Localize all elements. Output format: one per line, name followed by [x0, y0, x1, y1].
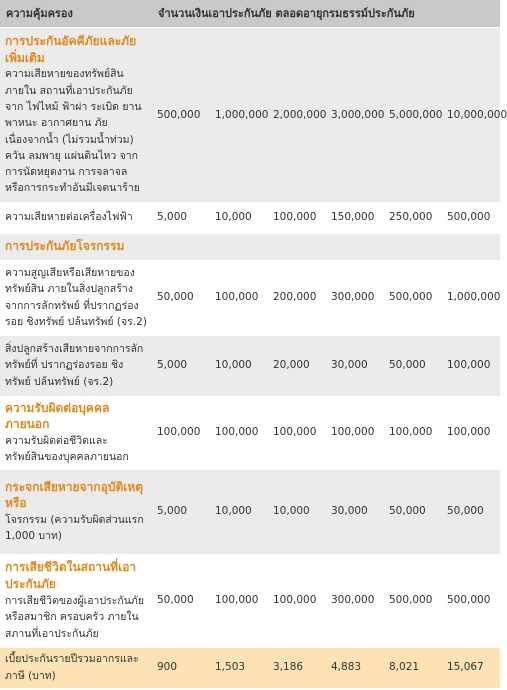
amount-cell: 100,000 — [384, 397, 442, 469]
premium-row — [0, 647, 500, 689]
coverage-description: ความเสียหายของทรัพย์สินภายใน สถานที่เอาประกันภัยจาก ไฟไหม้ ฟ้าผ่า ระเบิด ยานพาหนะ อากาศยาน ภัยเนื่องจากน้ำ (ไม่รวมน้ำท่วม) ควัน ลมพายุ แผ่นดินไหว จากการนัดหยุดงาน การจลาจล หรือการกระทำอันมีเจตนาร้าย — [5, 68, 142, 195]
coverage-description: สิ่งปลูกสร้างเสียหายจากการลักทรัพย์ที่ ปรากฏร่องรอย ชิงทรัพย์ ปล้นทรัพย์ (จร.2) — [5, 343, 144, 388]
header-amount: จำนวนเงินเอาประกันภัย ตลอดอายุกรมธรรม์ประกันภัย — [152, 0, 500, 28]
amount-cell: 1,000,000 — [442, 261, 500, 335]
amount-cell: 500,000 — [384, 261, 442, 335]
amount-cell: 100,000 — [210, 261, 268, 335]
table-row — [0, 555, 500, 647]
amount-cell: 100,000 — [152, 397, 210, 469]
amount-cell: 5,000 — [152, 335, 210, 397]
coverage-cell — [0, 335, 152, 397]
amount-cell: 100,000 — [210, 397, 268, 469]
amount-cell: 250,000 — [384, 203, 442, 233]
amount-cell: 100,000 — [268, 555, 326, 647]
table-header — [0, 0, 500, 28]
amount-cell: 300,000 — [326, 555, 384, 647]
table-row — [0, 335, 500, 397]
premium-cell: 8,021 — [384, 647, 442, 689]
amount-cell: 100,000 — [442, 335, 500, 397]
amount-cell: 50,000 — [152, 555, 210, 647]
amount-cell: 500,000 — [442, 203, 500, 233]
amount-cell: 20,000 — [268, 335, 326, 397]
premium-cell: 1,503 — [210, 647, 268, 689]
amount-cell: 30,000 — [326, 335, 384, 397]
coverage-cell — [0, 28, 152, 203]
amount-cell: 50,000 — [384, 335, 442, 397]
section-title: ความรับผิดต่อบุคคลภายนอก — [5, 400, 110, 432]
amount-cell: 50,000 — [152, 261, 210, 335]
coverage-description: ความเสียหายต่อเครื่องไฟฟ้า — [5, 211, 133, 224]
amount-cell: 100,000 — [442, 397, 500, 469]
amount-cell: 150,000 — [326, 203, 384, 233]
coverage-description: ความรับผิดต่อชีวิตและทรัพย์สินของบุคคลภายนอก — [5, 435, 129, 464]
amount-cell: 2,000,000 — [268, 28, 326, 203]
section-title: การเสียชีวิตในสถานที่เอาประกันภัย — [5, 560, 137, 592]
amount-cell: 500,000 — [384, 555, 442, 647]
coverage-cell — [0, 469, 152, 555]
amount-cell: 100,000 — [268, 203, 326, 233]
header-coverage: ความคุ้มครอง — [0, 0, 152, 28]
coverage-cell — [0, 261, 152, 335]
premium-cell: 4,883 — [326, 647, 384, 689]
premium-cell: 3,186 — [268, 647, 326, 689]
amount-cell: 200,000 — [268, 261, 326, 335]
premium-cell: 15,067 — [442, 647, 500, 689]
amount-cell: 3,000,000 — [326, 28, 384, 203]
amount-cell: 10,000 — [210, 203, 268, 233]
premium-cell: 900 — [152, 647, 210, 689]
amount-cell: 100,000 — [268, 397, 326, 469]
amount-cell: 10,000 — [210, 335, 268, 397]
section-heading-cell — [0, 233, 500, 261]
amount-cell: 30,000 — [326, 469, 384, 555]
section-title: การประกันอัคคีภัยและภัยเพิ่มเติม — [5, 33, 137, 65]
amount-cell: 100,000 — [210, 555, 268, 647]
table-row — [0, 233, 500, 261]
table-row — [0, 203, 500, 233]
table-row — [0, 28, 500, 203]
amount-cell: 300,000 — [326, 261, 384, 335]
table-row — [0, 261, 500, 335]
section-title: กระจกเสียหายจากอุบัติเหตุหรือ — [5, 479, 144, 511]
premium-label: เบี้ยประกันรายปีรวมอากรและภาษี (บาท) — [0, 647, 152, 689]
table-row — [0, 469, 500, 555]
amount-cell: 100,000 — [326, 397, 384, 469]
amount-cell: 5,000,000 — [384, 28, 442, 203]
amount-cell: 10,000,000 — [442, 28, 500, 203]
coverage-description: การเสียชีวิตของผู้เอาประกันภัยหรือสมาชิก ครอบครัว ภายในสภานที่เอาประกันภัย — [5, 595, 144, 640]
coverage-description: โจรกรรม (ความรับผิดส่วนแรก 1,000 บาท) — [5, 514, 144, 543]
amount-cell: 500,000 — [442, 555, 500, 647]
amount-cell: 50,000 — [442, 469, 500, 555]
amount-cell: 10,000 — [268, 469, 326, 555]
section-title: การประกันภัยโจรกรรม — [5, 239, 125, 254]
coverage-cell — [0, 397, 152, 469]
amount-cell: 5,000 — [152, 203, 210, 233]
amount-cell: 50,000 — [384, 469, 442, 555]
amount-cell: 500,000 — [152, 28, 210, 203]
table-row — [0, 397, 500, 469]
amount-cell: 5,000 — [152, 469, 210, 555]
amount-cell: 1,000,000 — [210, 28, 268, 203]
coverage-cell — [0, 203, 152, 233]
coverage-description: ความสูญเสียหรือเสียหายของทรัพย์สิน ภายในสิ่งปลูกสร้างจากการลักทรัพย์ ที่ปรากฏร่องรอย ชิงทรัพย์ ปล้นทรัพย์ (จร.2) — [5, 266, 147, 328]
coverage-cell — [0, 555, 152, 647]
amount-cell: 10,000 — [210, 469, 268, 555]
